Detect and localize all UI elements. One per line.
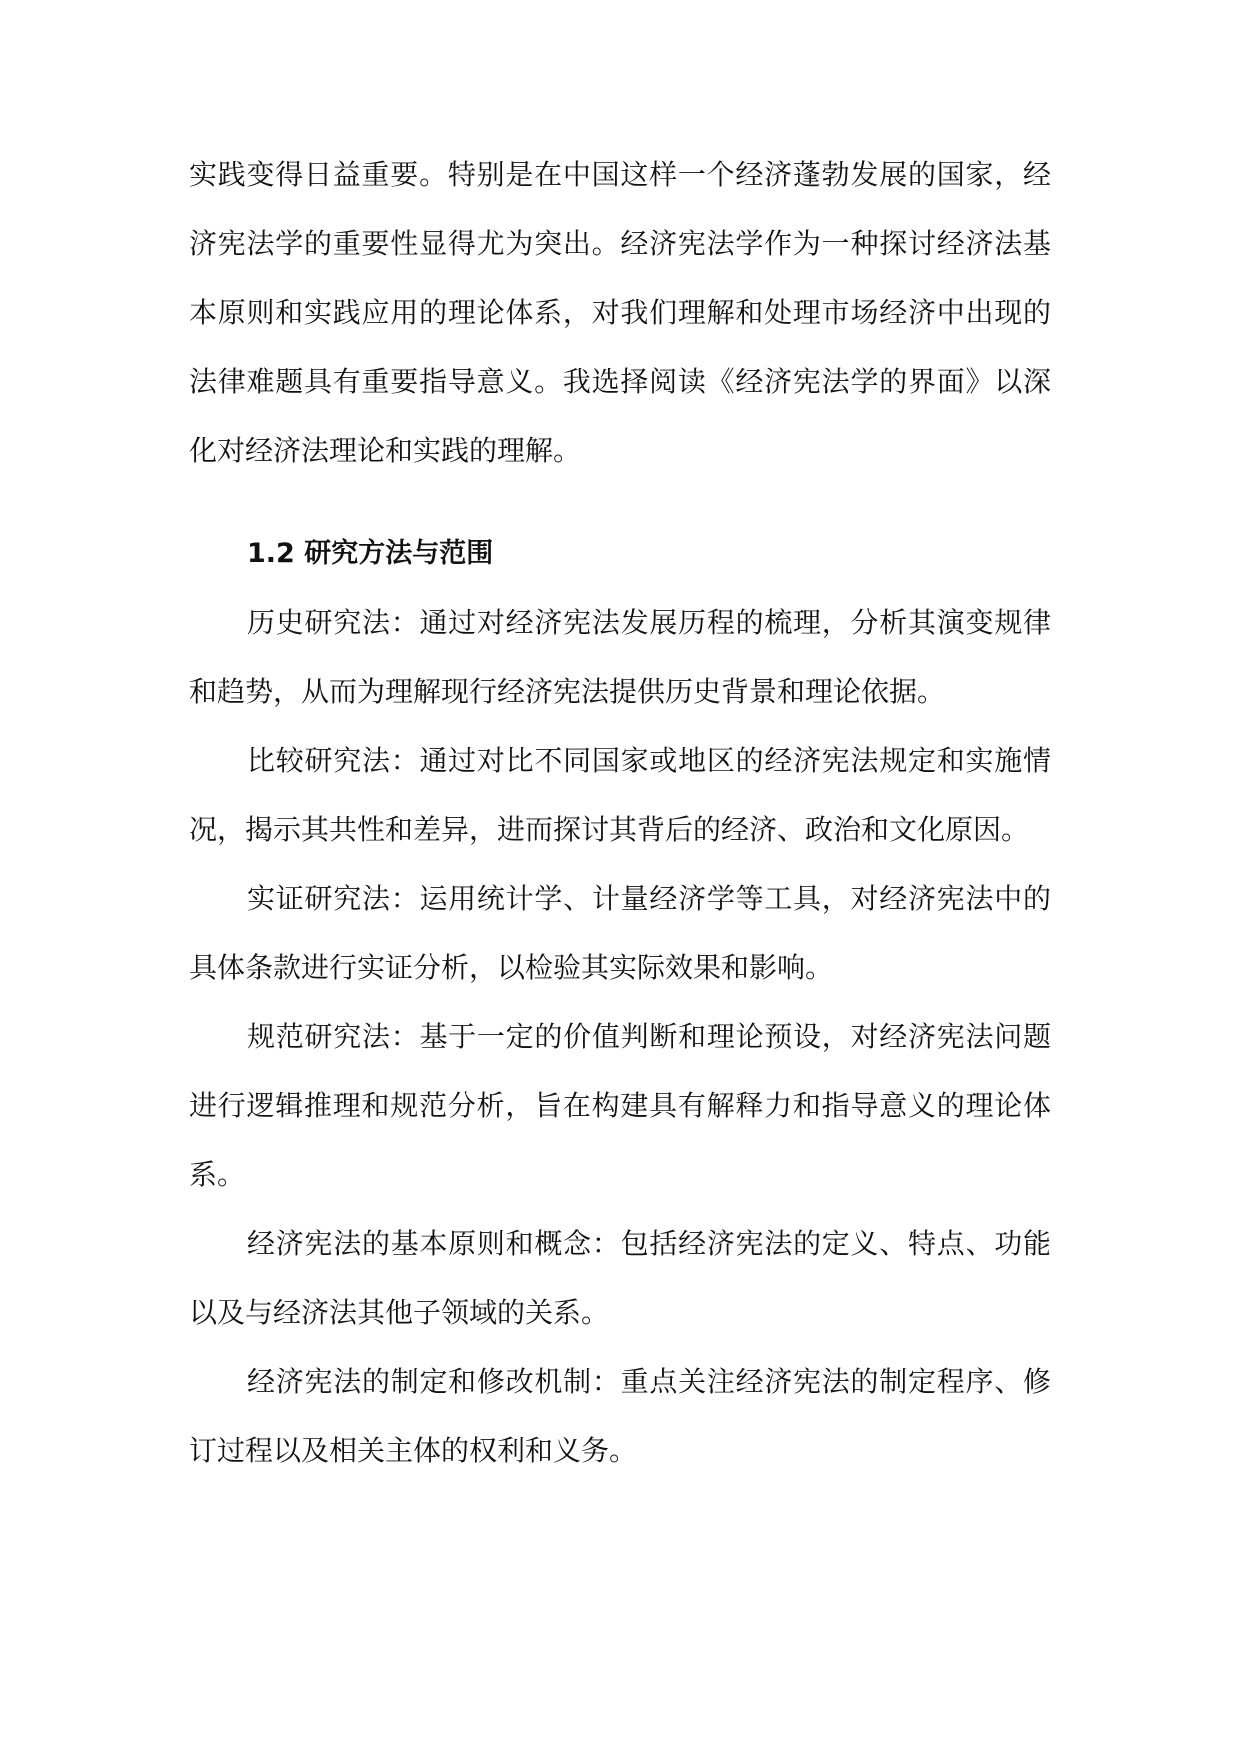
- empirical-method-paragraph: 实证研究法：运用统计学、计量经济学等工具，对经济宪法中的具体条款进行实证分析，以检验其实际效果和影响。: [189, 882, 1051, 984]
- principles-paragraph: 经济宪法的基本原则和概念：包括经济宪法的定义、特点、功能以及与经济法其他子领域的关系。: [189, 1227, 1051, 1329]
- intro-paragraph: 实践变得日益重要。特别是在中国这样一个经济蓬勃发展的国家，经济宪法学的重要性显得尤为突出。经济宪法学作为一种探讨经济法基本原则和实践应用的理论体系，对我们理解和处理市场经济中出现的法律难题具有重要指导意义。我选择阅读《经济宪法学的界面》以深化对经济法理论和实践的理解。: [189, 158, 1051, 467]
- document-body: [189, 140, 1051, 1485]
- amendment-paragraph: 经济宪法的制定和修改机制：重点关注经济宪法的制定程序、修订过程以及相关主体的权利和义务。: [189, 1365, 1051, 1467]
- comparative-method-paragraph: 比较研究法：通过对比不同国家或地区的经济宪法规定和实施情况，揭示其共性和差异，进而探讨其背后的经济、政治和文化原因。: [189, 744, 1051, 846]
- historical-method-paragraph: 历史研究法：通过对经济宪法发展历程的梳理，分析其演变规律和趋势，从而为理解现行经济宪法提供历史背景和理论依据。: [189, 606, 1051, 708]
- section-heading: 1.2 研究方法与范围: [247, 538, 494, 569]
- normative-method-paragraph: 规范研究法：基于一定的价值判断和理论预设，对经济宪法问题进行逻辑推理和规范分析，旨在构建具有解释力和指导意义的理论体系。: [189, 1020, 1051, 1191]
